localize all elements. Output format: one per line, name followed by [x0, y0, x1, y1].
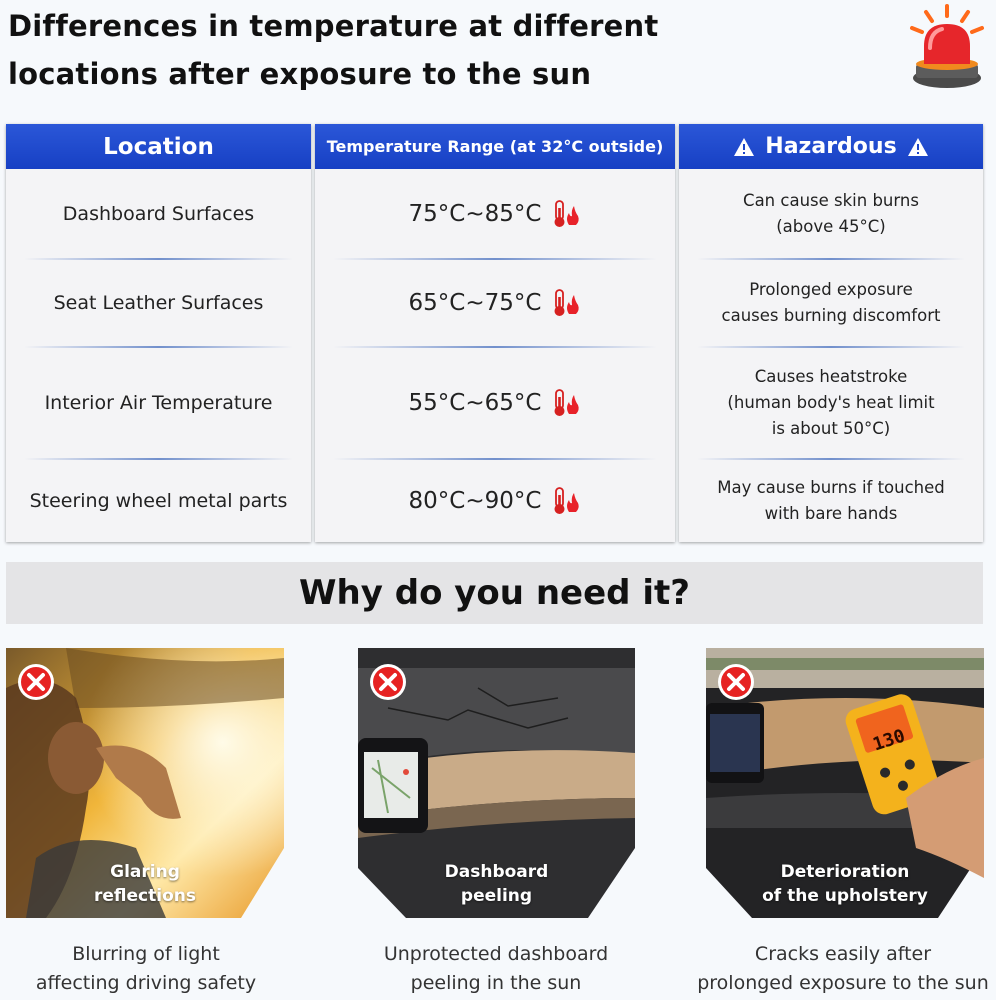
hazard-text-line: is about 50°C): [771, 419, 891, 438]
temperature-cell: [315, 459, 675, 542]
hazard-text-line: Can cause skin burns: [743, 191, 919, 210]
thermometer-gun-reading: 130: [870, 725, 908, 756]
page-title: [8, 2, 888, 98]
location-header: Location: [6, 124, 311, 169]
location-cell: Interior Air Temperature: [44, 392, 273, 414]
temperature-value: 65°C~75°C: [408, 290, 542, 316]
title-line-1: Differences in temperature at different: [8, 9, 659, 43]
hazard-text-line: May cause burns if touched: [717, 477, 945, 497]
temperature-value: 80°C~90°C: [408, 487, 542, 514]
caption-line: Cracks easily after: [754, 943, 932, 965]
hazard-cell: [679, 259, 983, 347]
caption-line: peeling in the sun: [410, 972, 582, 994]
warning-triangle-icon: [733, 137, 755, 157]
temperature-column: [315, 124, 675, 542]
thermometer-heat-icon: [551, 486, 581, 516]
x-mark-icon: [368, 662, 408, 702]
glare-label: [6, 860, 284, 908]
hazard-text-line: (above 45°C): [776, 217, 886, 236]
siren-alarm-icon: [908, 2, 986, 92]
dashboard-label-line: peeling: [460, 886, 533, 906]
caption-line: affecting driving safety: [35, 972, 257, 994]
glare-caption: [0, 940, 292, 998]
hazard-text-line: with bare hands: [764, 503, 898, 523]
caption-line: Blurring of light: [72, 943, 220, 965]
hazard-cell: [679, 169, 983, 259]
upholstery-label: [706, 860, 984, 908]
hazard-column: [679, 124, 983, 542]
location-cell: Dashboard Surfaces: [62, 203, 255, 225]
hazard-header: [679, 124, 983, 169]
dashboard-label-line: Dashboard: [444, 862, 549, 882]
dashboard-card: [358, 648, 635, 918]
hazard-text-line: Prolonged exposure: [749, 280, 913, 299]
thermometer-heat-icon: [551, 388, 581, 418]
hazard-header-label: Hazardous: [765, 134, 897, 159]
warning-triangle-icon: [907, 137, 929, 157]
temperature-value: 55°C~65°C: [408, 390, 542, 416]
hazard-text-line: causes burning discomfort: [721, 306, 941, 325]
temperature-cell: [315, 169, 675, 259]
location-cell: Steering wheel metal parts: [29, 489, 288, 512]
hazard-text-line: Causes heatstroke: [754, 367, 908, 386]
temperature-cell: [315, 347, 675, 459]
temperature-header: Temperature Range (at 32°C outside): [315, 124, 675, 169]
glare-card: [6, 648, 284, 918]
hazard-text-line: (human body's heat limit: [727, 393, 935, 412]
x-mark-icon: [716, 662, 756, 702]
upholstery-card: [706, 648, 984, 918]
section-heading: Why do you need it?: [6, 562, 983, 624]
caption-line: Unprotected dashboard: [383, 943, 609, 965]
location-column: [6, 124, 311, 542]
x-mark-icon: [16, 662, 56, 702]
glare-label-line: reflections: [94, 886, 196, 906]
hazard-cell: [679, 347, 983, 459]
upholstery-label-line: Deterioration: [780, 862, 910, 882]
title-line-2: locations after exposure to the sun: [8, 57, 592, 91]
caption-line: prolonged exposure to the sun: [697, 972, 989, 994]
upholstery-label-line: of the upholstery: [762, 886, 928, 906]
glare-label-line: Glaring: [110, 862, 180, 882]
thermometer-heat-icon: [551, 199, 581, 229]
temperature-cell: [315, 259, 675, 347]
hazard-cell: [679, 459, 983, 542]
dashboard-label: [358, 860, 635, 908]
thermometer-heat-icon: [551, 288, 581, 318]
temperature-value: 75°C~85°C: [408, 201, 542, 227]
upholstery-caption: [690, 940, 996, 998]
dashboard-caption: [346, 940, 646, 998]
location-cell: Seat Leather Surfaces: [53, 292, 264, 314]
